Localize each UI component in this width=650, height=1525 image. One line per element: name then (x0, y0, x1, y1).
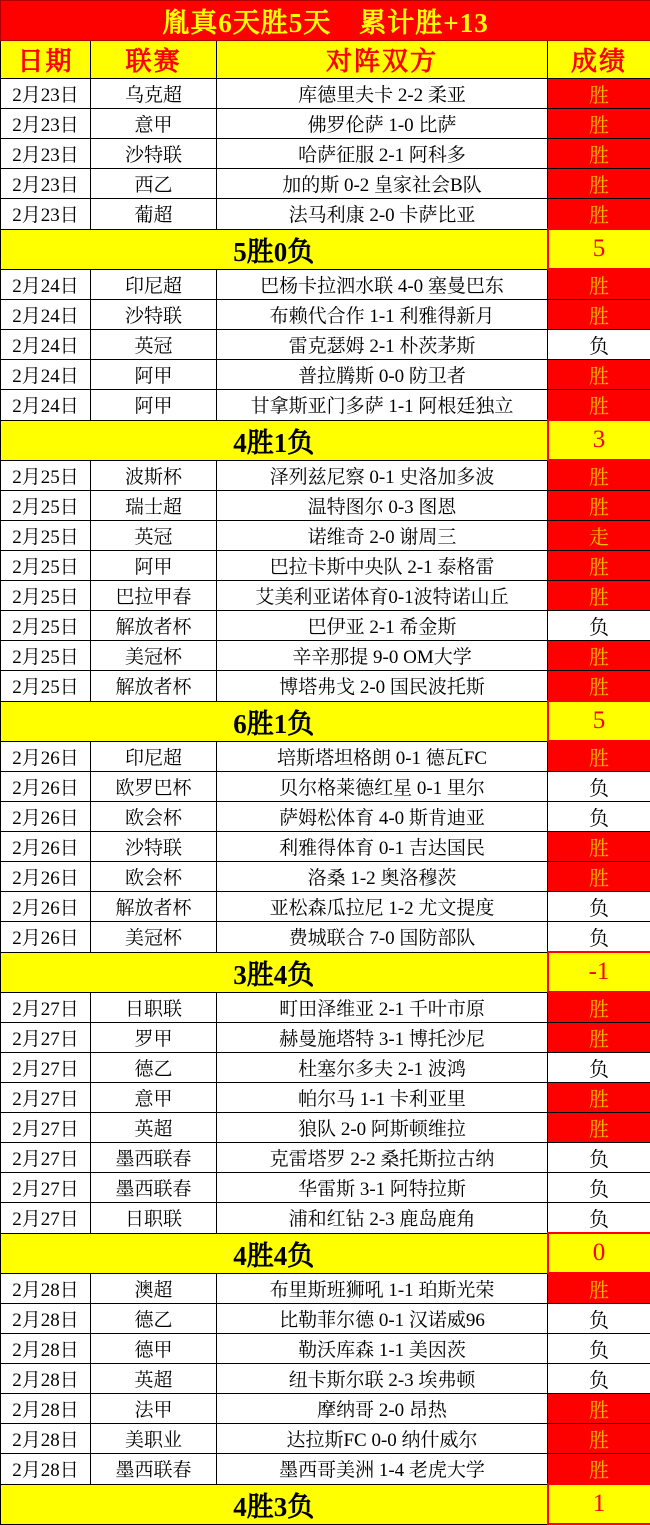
match-teams-score: 巴拉卡斯中央队 2-1 泰格雷 (217, 551, 548, 581)
match-result: 负 (548, 922, 650, 953)
day-summary-label: 6胜1负 (1, 701, 548, 741)
match-date: 2月23日 (1, 199, 91, 230)
match-league: 德乙 (91, 1304, 217, 1334)
match-row (1, 641, 650, 671)
match-teams-score: 艾美利亚诺体育0-1波特诺山丘 (217, 581, 548, 611)
match-row (1, 1053, 650, 1083)
match-result: 胜 (548, 862, 650, 892)
match-result: 胜 (548, 992, 650, 1023)
match-date: 2月26日 (1, 772, 91, 802)
match-teams-score: 费城联合 7-0 国防部队 (217, 922, 548, 953)
match-league: 欧罗巴杯 (91, 772, 217, 802)
match-row (1, 671, 650, 702)
match-league: 意甲 (91, 1083, 217, 1113)
match-row (1, 1394, 650, 1424)
match-date: 2月27日 (1, 1173, 91, 1203)
column-header-row (1, 41, 650, 79)
match-date: 2月25日 (1, 641, 91, 671)
day-summary-label: 4胜4负 (1, 1233, 548, 1273)
match-row (1, 1143, 650, 1173)
match-teams-score: 比勒菲尔德 0-1 汉诺威96 (217, 1304, 548, 1334)
match-result: 负 (548, 892, 650, 922)
match-row (1, 1424, 650, 1454)
match-teams-score: 利雅得体育 0-1 吉达国民 (217, 832, 548, 862)
match-teams-score: 雷克瑟姆 2-1 朴茨茅斯 (217, 330, 548, 360)
match-result: 胜 (548, 491, 650, 521)
match-result: 胜 (548, 1454, 650, 1485)
match-date: 2月28日 (1, 1394, 91, 1424)
match-league: 墨西联春 (91, 1454, 217, 1485)
match-result: 胜 (548, 1023, 650, 1053)
match-date: 2月28日 (1, 1454, 91, 1485)
match-result: 负 (548, 802, 650, 832)
day-summary-label: 4胜1负 (1, 420, 548, 460)
match-row (1, 922, 650, 953)
match-row (1, 300, 650, 330)
match-row (1, 1113, 650, 1143)
column-header-league: 联赛 (91, 41, 217, 79)
match-league: 美冠杯 (91, 641, 217, 671)
match-result: 胜 (548, 1394, 650, 1424)
match-row (1, 491, 650, 521)
match-teams-score: 加的斯 0-2 皇家社会B队 (217, 169, 548, 199)
match-result: 负 (548, 1364, 650, 1394)
match-teams-score: 勒沃库森 1-1 美因茨 (217, 1334, 548, 1364)
match-result: 负 (548, 1143, 650, 1173)
match-result: 胜 (548, 741, 650, 772)
match-date: 2月27日 (1, 1083, 91, 1113)
match-teams-score: 纽卡斯尔联 2-3 埃弗顿 (217, 1364, 548, 1394)
match-result: 负 (548, 611, 650, 641)
match-result: 负 (548, 1334, 650, 1364)
match-date: 2月28日 (1, 1334, 91, 1364)
match-result: 胜 (548, 1424, 650, 1454)
match-league: 印尼超 (91, 269, 217, 300)
match-league: 阿甲 (91, 360, 217, 390)
match-league: 阿甲 (91, 551, 217, 581)
match-teams-score: 华雷斯 3-1 阿特拉斯 (217, 1173, 548, 1203)
match-league: 解放者杯 (91, 671, 217, 702)
day-summary-row (1, 420, 650, 460)
match-date: 2月28日 (1, 1304, 91, 1334)
match-teams-score: 亚松森瓜拉尼 1-2 尤文提度 (217, 892, 548, 922)
match-league: 德甲 (91, 1334, 217, 1364)
match-league: 英超 (91, 1113, 217, 1143)
match-date: 2月27日 (1, 992, 91, 1023)
match-league: 解放者杯 (91, 611, 217, 641)
match-league: 欧会杯 (91, 862, 217, 892)
match-result: 胜 (548, 581, 650, 611)
match-row (1, 1334, 650, 1364)
match-league: 英冠 (91, 330, 217, 360)
match-league: 法甲 (91, 1394, 217, 1424)
match-teams-score: 摩纳哥 2-0 昂热 (217, 1394, 548, 1424)
match-date: 2月25日 (1, 611, 91, 641)
match-row (1, 199, 650, 230)
match-row (1, 139, 650, 169)
match-date: 2月23日 (1, 79, 91, 109)
match-row (1, 802, 650, 832)
match-date: 2月26日 (1, 862, 91, 892)
match-teams-score: 普拉腾斯 0-0 防卫者 (217, 360, 548, 390)
match-league: 沙特联 (91, 300, 217, 330)
match-teams-score: 町田泽维亚 2-1 千叶市原 (217, 992, 548, 1023)
day-summary-score: -1 (548, 952, 650, 992)
match-teams-score: 克雷塔罗 2-2 桑托斯拉古纳 (217, 1143, 548, 1173)
match-teams-score: 哈萨征服 2-1 阿科多 (217, 139, 548, 169)
match-row (1, 460, 650, 491)
match-date: 2月23日 (1, 139, 91, 169)
match-result: 胜 (548, 1113, 650, 1143)
match-date: 2月24日 (1, 300, 91, 330)
match-row (1, 169, 650, 199)
match-teams-score: 泽列兹尼察 0-1 史洛加多波 (217, 460, 548, 491)
match-row (1, 551, 650, 581)
day-summary-row (1, 1484, 650, 1524)
match-teams-score: 巴杨卡拉泗水联 4-0 塞曼巴东 (217, 269, 548, 300)
match-row (1, 892, 650, 922)
match-teams-score: 杜塞尔多夫 2-1 波鸿 (217, 1053, 548, 1083)
match-result: 胜 (548, 169, 650, 199)
match-row (1, 269, 650, 300)
match-date: 2月28日 (1, 1364, 91, 1394)
match-date: 2月24日 (1, 390, 91, 421)
match-date: 2月26日 (1, 741, 91, 772)
match-teams-score: 诺维奇 2-0 谢周三 (217, 521, 548, 551)
match-row (1, 1023, 650, 1053)
match-league: 美职业 (91, 1424, 217, 1454)
match-result: 负 (548, 330, 650, 360)
match-date: 2月25日 (1, 581, 91, 611)
match-league: 日职联 (91, 1203, 217, 1234)
match-league: 日职联 (91, 992, 217, 1023)
match-league: 墨西联春 (91, 1143, 217, 1173)
match-result: 胜 (548, 641, 650, 671)
match-teams-score: 狼队 2-0 阿斯顿维拉 (217, 1113, 548, 1143)
match-league: 葡超 (91, 199, 217, 230)
match-date: 2月26日 (1, 922, 91, 953)
match-date: 2月27日 (1, 1203, 91, 1234)
match-result: 胜 (548, 199, 650, 230)
match-date: 2月25日 (1, 671, 91, 702)
match-league: 印尼超 (91, 741, 217, 772)
column-header-date: 日期 (1, 41, 91, 79)
match-date: 2月25日 (1, 460, 91, 491)
day-summary-row (1, 1233, 650, 1273)
day-summary-label: 3胜4负 (1, 952, 548, 992)
column-header-matchup: 对阵双方 (217, 41, 548, 79)
match-row (1, 1364, 650, 1394)
match-league: 意甲 (91, 109, 217, 139)
match-league: 沙特联 (91, 832, 217, 862)
match-row (1, 330, 650, 360)
match-date: 2月23日 (1, 169, 91, 199)
match-teams-score: 辛辛那提 9-0 OM大学 (217, 641, 548, 671)
match-teams-score: 巴伊亚 2-1 希金斯 (217, 611, 548, 641)
match-date: 2月24日 (1, 269, 91, 300)
match-result: 胜 (548, 1083, 650, 1113)
column-header-result: 成绩 (548, 41, 650, 79)
match-date: 2月28日 (1, 1273, 91, 1304)
day-summary-label: 4胜3负 (1, 1484, 548, 1524)
match-row (1, 992, 650, 1023)
match-result: 胜 (548, 109, 650, 139)
match-teams-score: 佛罗伦萨 1-0 比萨 (217, 109, 548, 139)
match-league: 德乙 (91, 1053, 217, 1083)
match-date: 2月24日 (1, 360, 91, 390)
match-league: 瑞士超 (91, 491, 217, 521)
match-teams-score: 培斯塔坦格朗 0-1 德瓦FC (217, 741, 548, 772)
match-result: 负 (548, 1053, 650, 1083)
match-teams-score: 达拉斯FC 0-0 纳什威尔 (217, 1424, 548, 1454)
match-teams-score: 温特图尔 0-3 图恩 (217, 491, 548, 521)
match-league: 乌克超 (91, 79, 217, 109)
match-result: 胜 (548, 390, 650, 421)
match-teams-score: 贝尔格莱德红星 0-1 里尔 (217, 772, 548, 802)
match-league: 波斯杯 (91, 460, 217, 491)
match-row (1, 79, 650, 109)
match-result: 胜 (548, 551, 650, 581)
match-date: 2月26日 (1, 832, 91, 862)
match-league: 阿甲 (91, 390, 217, 421)
match-date: 2月27日 (1, 1113, 91, 1143)
match-result: 负 (548, 1173, 650, 1203)
match-league: 解放者杯 (91, 892, 217, 922)
match-league: 罗甲 (91, 1023, 217, 1053)
match-teams-score: 赫曼施塔特 3-1 博托沙尼 (217, 1023, 548, 1053)
match-result: 负 (548, 1304, 650, 1334)
match-result: 胜 (548, 460, 650, 491)
day-summary-label: 5胜0负 (1, 229, 548, 269)
match-result: 胜 (548, 79, 650, 109)
match-league: 沙特联 (91, 139, 217, 169)
match-league: 英超 (91, 1364, 217, 1394)
match-result: 胜 (548, 1273, 650, 1304)
match-league: 欧会杯 (91, 802, 217, 832)
match-date: 2月25日 (1, 521, 91, 551)
match-row (1, 611, 650, 641)
day-summary-score: 5 (548, 229, 650, 269)
match-teams-score: 墨西哥美洲 1-4 老虎大学 (217, 1454, 548, 1485)
match-row (1, 741, 650, 772)
match-teams-score: 萨姆松体育 4-0 斯肯迪亚 (217, 802, 548, 832)
match-teams-score: 甘拿斯亚门多萨 1-1 阿根廷独立 (217, 390, 548, 421)
match-result: 胜 (548, 671, 650, 702)
match-row (1, 581, 650, 611)
match-date: 2月27日 (1, 1143, 91, 1173)
match-row (1, 772, 650, 802)
match-date: 2月28日 (1, 1424, 91, 1454)
match-row (1, 1454, 650, 1485)
match-row (1, 521, 650, 551)
match-teams-score: 法马利康 2-0 卡萨比亚 (217, 199, 548, 230)
day-summary-row (1, 701, 650, 741)
match-league: 西乙 (91, 169, 217, 199)
match-teams-score: 布赖代合作 1-1 利雅得新月 (217, 300, 548, 330)
match-league: 澳超 (91, 1273, 217, 1304)
page-title: 胤真6天胜5天 累计胜+13 (1, 1, 650, 41)
match-teams-score: 帕尔马 1-1 卡利亚里 (217, 1083, 548, 1113)
day-summary-row (1, 229, 650, 269)
day-summary-score: 3 (548, 420, 650, 460)
day-summary-row (1, 952, 650, 992)
match-league: 英冠 (91, 521, 217, 551)
match-teams-score: 库德里夫卡 2-2 柔亚 (217, 79, 548, 109)
match-row (1, 109, 650, 139)
title-row (1, 1, 650, 41)
match-date: 2月27日 (1, 1053, 91, 1083)
match-result: 走 (548, 521, 650, 551)
day-summary-score: 1 (548, 1484, 650, 1524)
match-row (1, 832, 650, 862)
match-result: 胜 (548, 300, 650, 330)
match-row (1, 1083, 650, 1113)
match-row (1, 1173, 650, 1203)
match-date: 2月26日 (1, 892, 91, 922)
match-result: 胜 (548, 360, 650, 390)
match-row (1, 360, 650, 390)
match-league: 巴拉甲春 (91, 581, 217, 611)
match-row (1, 1304, 650, 1334)
match-teams-score: 布里斯班狮吼 1-1 珀斯光荣 (217, 1273, 548, 1304)
match-row (1, 1203, 650, 1234)
match-result: 胜 (548, 139, 650, 169)
match-row (1, 1273, 650, 1304)
match-teams-score: 洛桑 1-2 奥洛穆茨 (217, 862, 548, 892)
match-row (1, 862, 650, 892)
match-date: 2月24日 (1, 330, 91, 360)
day-summary-score: 5 (548, 701, 650, 741)
match-row (1, 390, 650, 421)
match-teams-score: 博塔弗戈 2-0 国民波托斯 (217, 671, 548, 702)
match-date: 2月23日 (1, 109, 91, 139)
match-teams-score: 浦和红钻 2-3 鹿岛鹿角 (217, 1203, 548, 1234)
match-result: 胜 (548, 269, 650, 300)
match-result: 胜 (548, 832, 650, 862)
match-date: 2月25日 (1, 551, 91, 581)
match-result: 负 (548, 1203, 650, 1234)
match-league: 墨西联春 (91, 1173, 217, 1203)
match-date: 2月27日 (1, 1023, 91, 1053)
match-result: 负 (548, 772, 650, 802)
match-league: 美冠杯 (91, 922, 217, 953)
day-summary-score: 0 (548, 1233, 650, 1273)
match-date: 2月25日 (1, 491, 91, 521)
match-date: 2月26日 (1, 802, 91, 832)
